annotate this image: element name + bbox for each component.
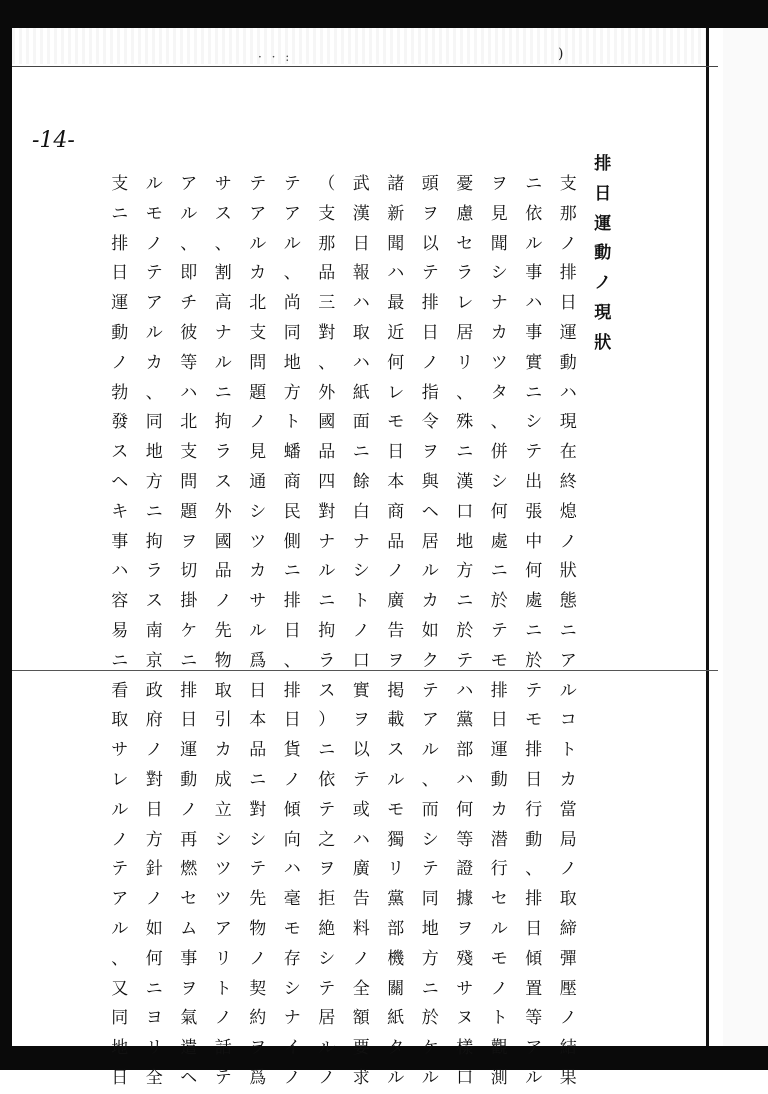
document-title: 排 日 運 動 ノ 現 狀 bbox=[594, 154, 612, 353]
text-column: 諸 新 聞 ハ 最 近 何 レ モ 日 本 商 品 ノ 廣 告 ヲ 掲 載 ス ル モ 獨 リ 黨 部 機 關 紙 タ ル bbox=[387, 174, 405, 1088]
text-column: ニ 依 ル 事 ハ 事 實 ニ シ テ 出 張 中 何 處 ニ 於 テ モ 排 日 行 動 、 排 日 傾 置 等 ア ル bbox=[525, 174, 543, 1088]
scan-border-top bbox=[0, 0, 768, 28]
header-dots: · · : bbox=[258, 50, 293, 64]
text-column: テ ア ル カ 北 支 問 題 ノ 見 通 シ ツ カ サ ル 爲 日 本 品 ニ 對 シ テ 先 物 ノ 契 約 ヲ 爲 bbox=[249, 174, 267, 1088]
text-column: ア ル 、 即 チ 彼 等 ハ 北 支 問 題 ヲ 切 掛 ケ ニ 排 日 運 動 ノ 再 燃 セ ム 事 ヲ 氣 遣 ヘ bbox=[180, 174, 198, 1088]
binding-edge bbox=[706, 28, 723, 1046]
text-column: テ ア ル 、 尚 同 地 方 ト 蟠 商 民 側 ニ 排 日 、 排 日 貨 ノ 傾 向 ハ 毫 モ 存 シ ナ イ ノ bbox=[283, 174, 301, 1088]
text-column: 武 漢 日 報 ハ 取 ハ 紙 面 ニ 餘 白 ナ シ ト ノ 口 實 ヲ 以 テ 或 ハ 廣 告 料 ノ 全 額 要 求 bbox=[352, 174, 370, 1088]
text-column: ヲ 見 聞 シ ナ カ ツ タ 、 併 シ 何 處 ニ 於 テ モ 排 日 運 動 カ 潜 行 セ ル モ ノ ト 觀 測 bbox=[490, 174, 508, 1088]
scan-border-left bbox=[0, 0, 12, 1070]
scan-noise bbox=[12, 28, 706, 64]
page-number: -14- bbox=[32, 128, 75, 153]
vertical-text-body bbox=[60, 150, 620, 1088]
page-gutter bbox=[720, 28, 768, 1046]
text-column: ル モ ノ テ ア ル カ 、 同 地 方 ニ 拘 ラ ス 南 京 政 府 ノ 對 日 方 針 ノ 如 何 ニ ヨ リ 全 bbox=[145, 174, 163, 1088]
text-column: サ ス 、 割 高 ナ ル ニ 拘 ラ ス 外 國 品 ノ 先 物 取 引 カ 成 立 シ ツ ツ ア リ ト ノ 話 テ bbox=[214, 174, 232, 1088]
header-mark: ) bbox=[558, 46, 564, 62]
text-column: 憂 慮 セ ラ レ 居 リ 、 殊 ニ 漢 口 地 方 ニ 於 テ ハ 黨 部 ハ 何 等 證 據 ヲ 殘 サ ヌ 樣 口 bbox=[456, 174, 474, 1088]
text-column: 支 ニ 排 日 運 動 ノ 勃 發 ス ヘ キ 事 ハ 容 易 ニ 看 取 サ レ ル ノ テ ア ル 、 又 同 地 日 bbox=[111, 174, 129, 1088]
text-column: 頭 ヲ 以 テ 排 日 ノ 指 令 ヲ 與 ヘ 居 ル カ 如 ク テ ア ル 、 而 シ テ 同 地 方 ニ 於 ケ ル bbox=[421, 174, 439, 1088]
text-column: （ 支 那 品 三 對 、 外 國 品 四 對 ナ ル ニ 拘 ラ ス ） ニ 依 テ 之 ヲ 拒 絶 シ テ 居 ル ノ bbox=[318, 174, 336, 1088]
header-rule bbox=[12, 66, 718, 67]
text-column: 支 那 ノ 排 日 運 動 ハ 現 在 終 熄 ノ 狀 態 ニ ア ル コ ト カ 當 局 ノ 取 締 彈 壓 ノ 結 果 bbox=[559, 174, 577, 1088]
